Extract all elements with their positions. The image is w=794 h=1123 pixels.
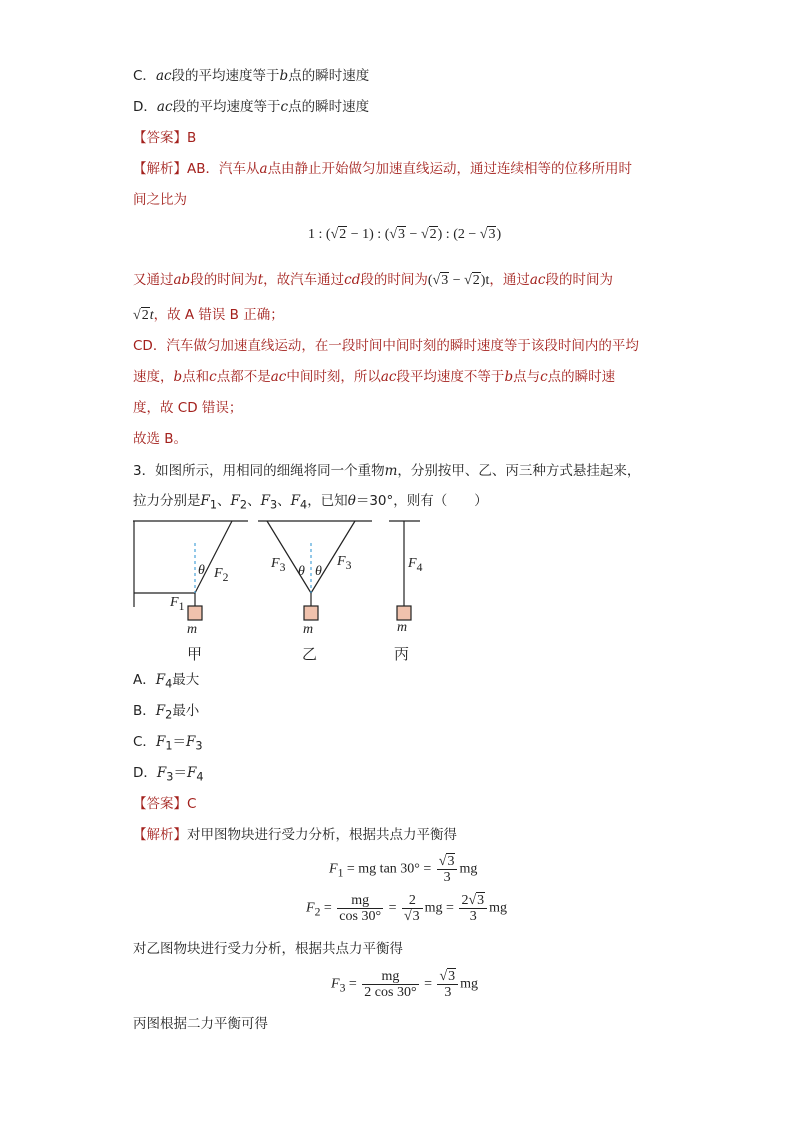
ratio-equation: 1 : (√2 − 1) : (√3 − √2) : (2 − √3) bbox=[308, 227, 502, 242]
block-bing bbox=[397, 606, 411, 620]
mass-label-jia: m bbox=[187, 622, 198, 637]
option-b: B．$F_2$最小 bbox=[133, 703, 200, 722]
option-d-prev: D．ac段的平均速度等于c点的瞬时速度 bbox=[133, 99, 370, 115]
answer-3: 【答案】C bbox=[133, 796, 197, 812]
theta-right-yi: θ bbox=[315, 564, 322, 579]
option-c: C．$F_1=F_3$ bbox=[133, 734, 203, 753]
f4-label: $F_4$ bbox=[408, 556, 423, 574]
explanation-3-line3: 丙图根据二力平衡可得 bbox=[133, 1016, 268, 1032]
explanation-3-line2: 对乙图物块进行受力分析，根据共点力平衡得 bbox=[133, 941, 403, 957]
f3-left-label: $F_3$ bbox=[271, 556, 286, 574]
mass-label-bing: m bbox=[397, 620, 408, 635]
theta-left-yi: θ bbox=[298, 564, 305, 579]
option-a: A．$F_4$最大 bbox=[133, 672, 200, 691]
f3-right-label: $F_3$ bbox=[337, 554, 352, 572]
option-d: D．$F_3=F_4$ bbox=[133, 765, 204, 784]
explanation-prev-line7: 度，故 CD 错误； bbox=[133, 400, 243, 416]
option-c-prev: C．ac段的平均速度等于b点的瞬时速度 bbox=[133, 68, 370, 84]
caption-yi: 乙 bbox=[302, 645, 318, 663]
explanation-prev-line5: CD．汽车做匀加速直线运动，在一段时间中间时刻的瞬时速度等于该段时间内的平均 bbox=[133, 338, 639, 354]
answer-prev: 【答案】B bbox=[133, 130, 197, 146]
mass-label-yi: m bbox=[303, 622, 314, 637]
figure-jia bbox=[133, 521, 248, 607]
equation-f3: $F_3$ = $\frac{mg}{2 \cos 30^\circ}$ = $\frac{√3}{3}$ mg bbox=[331, 969, 479, 1000]
block-jia bbox=[188, 606, 202, 620]
f1-label: $F_1$ bbox=[170, 595, 185, 613]
explanation-prev-line1: 【解析】AB．汽车从a点由静止开始做匀加速直线运动，通过连续相等的位移所用时 bbox=[133, 161, 633, 177]
caption-bing: 丙 bbox=[394, 645, 410, 663]
equation-f1: $F_1$ = mg tan 30° = $\frac{√3}{3}$ mg bbox=[329, 854, 478, 885]
explanation-prev-line6: 速度，b点和c点都不是ac中间时刻，所以ac段平均速度不等于b点与c点的瞬时速 bbox=[133, 369, 616, 385]
explanation-prev-line8: 故选 B。 bbox=[133, 431, 188, 447]
explanation-prev-line2: 间之比为 bbox=[133, 192, 187, 208]
explanation-prev-line3: 又通过ab段的时间为t，故汽车通过cd段的时间为(√3 − √2)t，通过ac段的时间为 bbox=[133, 272, 613, 288]
theta-label-jia: θ bbox=[198, 563, 205, 578]
caption-jia: 甲 bbox=[187, 645, 203, 663]
block-yi bbox=[304, 606, 318, 620]
explanation-3-line1: 【解析】对甲图物块进行受力分析，根据共点力平衡得 bbox=[133, 827, 457, 843]
question-3-line1: 3．如图所示，用相同的细绳将同一个重物m，分别按甲、乙、丙三种方式悬挂起来， bbox=[133, 463, 641, 479]
f2-label: $F_2$ bbox=[214, 566, 229, 584]
explanation-prev-line4: √2t，故 A 错误 B 正确； bbox=[133, 307, 284, 323]
equation-f2: $F_2$ = $\frac{mg}{\cos 30^\circ}$ = $\frac{2}{√3}$ mg = $\frac{2√3}{3}$ mg bbox=[306, 893, 508, 924]
question-3-line2: 拉力分别是$F_1$、$F_2$、$F_3$、$F_4$，已知θ＝30°，则有（ ） bbox=[133, 493, 488, 512]
